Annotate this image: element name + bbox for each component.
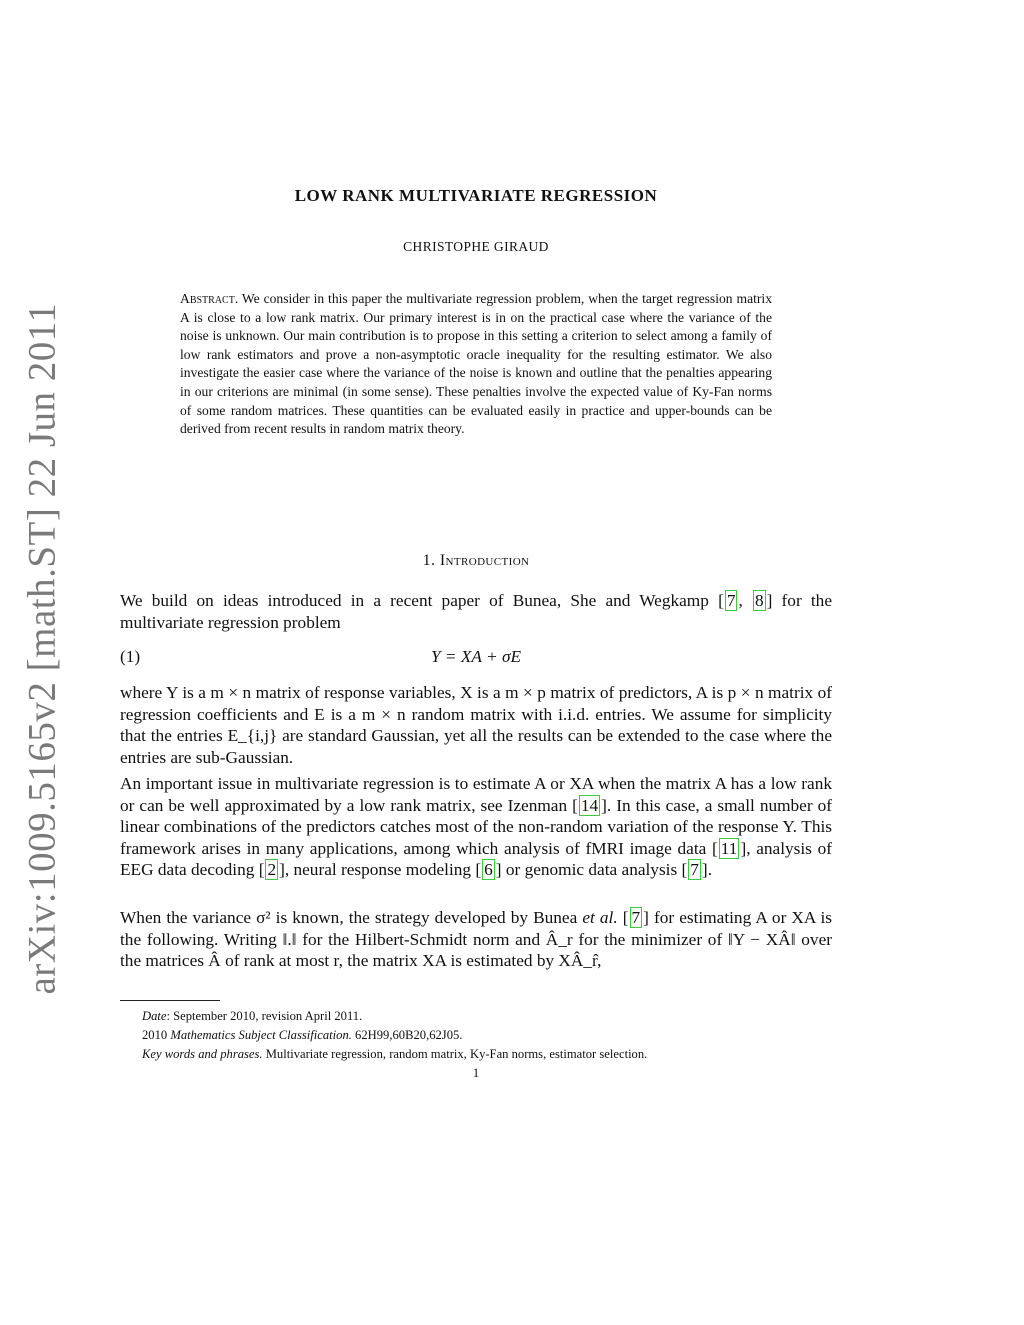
footnote-text: Multivariate regression, random matrix, Ky-Fan norms, estimator selection. — [265, 1047, 648, 1061]
abstract-label: Abstract. — [180, 291, 239, 306]
abstract — [180, 290, 772, 439]
paragraph-text: . In this case, a small number of linear combinations of the predictors catches most of the non-random variation of the response Y. This framework arises in many applications, among which analysis of fMRI image data — [120, 795, 833, 858]
citation-link[interactable]: 11 — [720, 838, 738, 858]
paragraph-text: . — [707, 860, 713, 880]
footnote-label: Date — [142, 1009, 167, 1023]
paragraph-model — [120, 682, 832, 768]
paper-author: CHRISTOPHE GIRAUD — [403, 239, 549, 254]
citation-link[interactable]: 8 — [754, 591, 764, 610]
abstract-text: We consider in this paper the multivariate regression problem, when the target regression matrix A is close to a low rank matrix. Our primary interest is in on the practical case where the variance of the noise is unknown. Our main contribution is to propose in this setting a criterion to select among a family of low rank estimators and prove a non-asymptotic oracle inequality for the resulting estimator. We also investigate the easier case where the variance of the noise is known and outline that the penalties appearing in our criterions are minimal (in some sense). These penalties involve the expected value of Ky-Fan norms of some random matrices. These quantities can be evaluated easily in practice and upper-bounds can be derived from recent results in random matrix theory. — [180, 291, 772, 437]
paragraph-text: , neural response modeling — [284, 860, 472, 880]
paragraph-text: An important issue in multivariate regression is to estimate A or XA when the matrix A has a low rank or can be well approximated by a low rank matrix, see Izenman — [120, 774, 832, 815]
citation-link[interactable]: 6 — [484, 860, 493, 880]
arxiv-side-stamp: arXiv:1009.5165v2 [math.ST] 22 Jun 2011 — [20, 302, 64, 995]
paragraph-text: for the multivariate regression problem — [120, 591, 832, 632]
section-number: 1. — [422, 552, 436, 569]
section-heading — [0, 552, 952, 570]
citation-link[interactable]: 2 — [267, 860, 277, 880]
paragraph-known-variance: When the variance σ² is known, the strategy developed by Bunea et al. [ 7 ] for estimating A or XA is the following. Writing ‖.‖ for the Hilbert-Schmidt norm and Â_r for the minimizer of ‖Y − XÂ‖ over the matrices Â of rank at most r, the matrix XA is estimated by XÂ_r̂, — [120, 908, 833, 971]
footnote-date — [142, 1007, 842, 1026]
footnote-label: Mathematics Subject Classification. — [170, 1028, 352, 1042]
et-al: et al. — [582, 908, 618, 927]
citation-link[interactable]: 7 — [690, 860, 699, 880]
footnote-divider — [120, 1000, 220, 1001]
equation: Y = XA + σE — [430, 647, 522, 666]
footnote-text: 2010 — [142, 1028, 168, 1042]
equation-number: (1) — [120, 647, 141, 666]
page-number: 1 — [472, 1066, 480, 1080]
footnote-text: : September 2010, revision April 2011. — [166, 1009, 363, 1023]
section-title: Introduction — [439, 552, 530, 569]
paragraph-issue: An important issue in multivariate regression is to estimate A or XA when the matrix A has a low rank or can be well approximated by a low rank matrix, see Izenman [ 14 ]. In this case, a small number of linear combinations of the predictors catches most of the non-random variation of the response Y. This framework arises in many applications, among which analysis of fMRI image data [ 11 ], analysis of EEG data decoding [ 2 ], neural response modeling [ 6 ] or genomic data analysis [ 7 ]. — [120, 774, 833, 880]
citation-link[interactable]: 7 — [726, 591, 736, 610]
paragraph-text: where Y is a m × n matrix of response variables, X is a m × p matrix of predictors, A is p × n matrix of regression coefficients and E is a m × n random matrix with i.i.d. entries. We assume for simplicity that the entries E_{i,j} are standard Gaussian, yet all the results can be extended to the case where the entries are sub-Gaussian. — [120, 683, 832, 767]
paragraph-text: When the variance σ² is known, the strategy developed by Bunea — [120, 908, 578, 927]
footnote-label: Key words and phrases. — [142, 1047, 263, 1061]
paragraph-text: or genomic data analysis — [505, 860, 678, 880]
paragraph-text: for estimating A or XA is the following. Writing ‖.‖ for the Hilbert-Schmidt norm and Â_r for the minimizer of ‖Y − XÂ‖ over the matrices Â of rank at most r, the matrix XA is estimated by XÂ_r̂, — [120, 908, 833, 971]
footnotes — [142, 1007, 842, 1064]
footnote-msc — [142, 1026, 842, 1045]
citation-link[interactable]: 14 — [580, 795, 599, 815]
paragraph-text: , analysis of EEG data decoding — [120, 838, 833, 880]
footnote-text: 62H99,60B20,62J05. — [355, 1028, 463, 1042]
paragraph-text: We build on ideas introduced in a recent paper of Bunea, She and Wegkamp — [120, 591, 709, 610]
equation-row — [120, 647, 832, 671]
paper-title: LOW RANK MULTIVARIATE REGRESSION — [294, 186, 658, 205]
citation-link[interactable]: 7 — [631, 908, 641, 927]
paragraph-intro: We build on ideas introduced in a recent paper of Bunea, She and Wegkamp [ 7 , 8 ] for the multivariate regression problem — [120, 591, 832, 632]
footnote-keywords — [142, 1045, 842, 1064]
